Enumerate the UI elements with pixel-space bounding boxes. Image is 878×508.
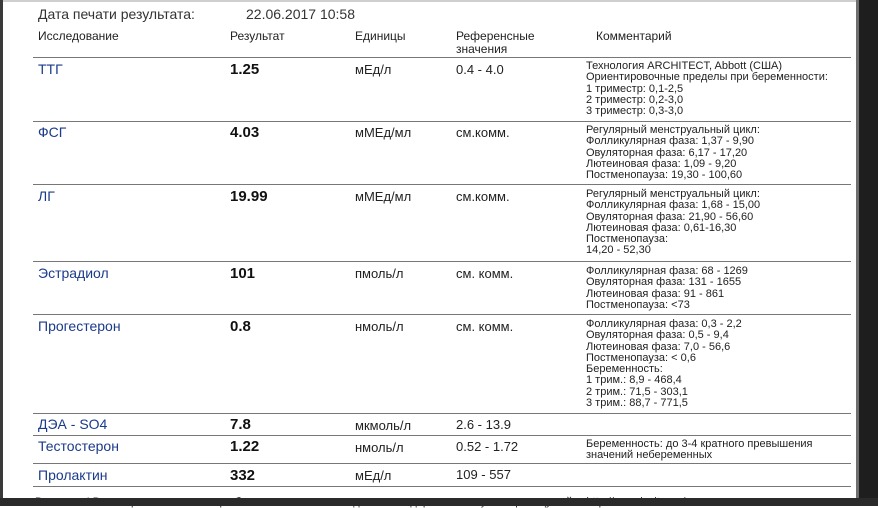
row-divider <box>33 261 851 262</box>
window-top-edge <box>0 0 878 2</box>
header-reference-line2: значения <box>456 42 508 56</box>
test-name-link[interactable]: ФСГ <box>38 124 67 140</box>
comment-block <box>586 319 742 409</box>
comment-line: 1 триместр: 0,1-2,5 <box>586 82 684 95</box>
test-name-link[interactable]: Эстрадиол <box>38 265 109 281</box>
comment-line: Овуляторная фаза: 6,17 - 17,20 <box>586 146 748 159</box>
print-date-label: Дата печати результата: <box>38 6 195 22</box>
comment-line: Ориентировочные пределы при беременности: <box>586 71 828 84</box>
row-divider <box>33 121 851 122</box>
units-value: мкмоль/л <box>355 418 412 433</box>
comment-line: Постменопауза: < 0,6 <box>586 351 696 364</box>
row-divider <box>33 57 851 58</box>
test-name-link[interactable]: ТТГ <box>38 61 63 77</box>
comment-line: 3 триместр: 0,3-3,0 <box>586 105 684 118</box>
reference-value: 0.4 - 4.0 <box>456 62 504 77</box>
result-value: 101 <box>230 265 256 282</box>
row-divider <box>33 435 851 436</box>
units-value: мЕд/л <box>355 468 392 483</box>
header-comment: Комментарий <box>596 29 672 43</box>
result-value: 1.25 <box>230 61 260 78</box>
header-reference-line1: Референсные <box>456 29 535 43</box>
result-value: 7.8 <box>230 416 251 433</box>
test-name-link[interactable]: Прогестерон <box>38 318 121 334</box>
window-left-edge <box>0 0 3 506</box>
comment-line: Технология ARCHITECT, Abbott (США) <box>586 60 783 72</box>
units-value: нмоль/л <box>355 319 404 334</box>
reference-value: 2.6 - 13.9 <box>456 417 511 432</box>
comment-line: 1 трим.: 8,9 - 468,4 <box>586 374 682 387</box>
header-result: Результат <box>230 29 285 43</box>
result-value: 19.99 <box>230 188 268 205</box>
result-value: 332 <box>230 467 256 484</box>
comment-line: Фолликулярная фаза: 0,3 - 2,2 <box>586 318 742 330</box>
reference-value: 0.52 - 1.72 <box>456 439 519 454</box>
comment-block <box>586 61 828 117</box>
comment-line: 14,20 - 52,30 <box>586 244 651 257</box>
comment-line: Беременность: до 3-4 кратного превышения <box>586 438 813 450</box>
comment-line: 2 триместр: 0,2-3,0 <box>586 93 684 106</box>
row-divider <box>33 413 851 414</box>
result-value: 1.22 <box>230 438 260 455</box>
comment-block <box>586 439 813 462</box>
row-divider <box>33 314 851 315</box>
comment-line: Фолликулярная фаза: 68 - 1269 <box>586 265 748 277</box>
header-units: Единицы <box>355 29 406 43</box>
units-value: пмоль/л <box>355 266 404 281</box>
reference-value: 109 - 557 <box>456 467 511 482</box>
comment-line: Лютеиновая фаза: 91 - 861 <box>586 287 725 300</box>
comment-line: Беременность: <box>586 363 663 376</box>
comment-line: 3 трим.: 88,7 - 771,5 <box>586 397 688 410</box>
print-date-value: 22.06.2017 10:58 <box>246 6 355 22</box>
comment-line: Регулярный менструальный цикл: <box>586 188 760 200</box>
units-value: мМЕд/мл <box>355 189 412 204</box>
row-divider <box>33 486 851 487</box>
comment-line: Фолликулярная фаза: 1,68 - 15,00 <box>586 199 761 212</box>
comment-line: 2 трим.: 71,5 - 303,1 <box>586 385 688 398</box>
comment-block <box>586 266 748 311</box>
comment-line: Лютеиновая фаза: 7,0 - 56,6 <box>586 340 731 353</box>
result-value: 4.03 <box>230 124 260 141</box>
comment-line: Фолликулярная фаза: 1,37 - 9,90 <box>586 135 755 148</box>
comment-line: Постменопауза: 19,30 - 100,60 <box>586 169 743 182</box>
window-bottom-edge <box>0 498 878 506</box>
test-name-link[interactable]: ДЭА - SO4 <box>38 416 108 432</box>
comment-line: Овуляторная фаза: 21,90 - 56,60 <box>586 210 754 223</box>
result-value: 0.8 <box>230 318 251 335</box>
window-right-edge <box>856 0 878 506</box>
comment-block <box>586 189 760 257</box>
reference-value: см. комм. <box>456 319 514 334</box>
comment-line: Постменопауза: <box>586 233 669 246</box>
row-divider <box>33 463 851 464</box>
reference-value: см.комм. <box>456 189 510 204</box>
comment-line: значений небеременных <box>586 449 713 462</box>
header-reference <box>456 30 535 56</box>
row-divider <box>33 184 851 185</box>
print-date <box>38 6 355 22</box>
units-value: мЕд/л <box>355 62 392 77</box>
reference-value: см. комм. <box>456 266 514 281</box>
comment-block <box>586 125 760 181</box>
units-value: мМЕд/мл <box>355 125 412 140</box>
units-value: нмоль/л <box>355 440 404 455</box>
comment-line: Овуляторная фаза: 0,5 - 9,4 <box>586 329 729 342</box>
comment-line: Овуляторная фаза: 131 - 1655 <box>586 276 742 289</box>
header-test: Исследование <box>38 29 119 43</box>
test-name-link[interactable]: ЛГ <box>38 188 55 204</box>
comment-line: Регулярный менструальный цикл: <box>586 124 760 136</box>
reference-value: см.комм. <box>456 125 510 140</box>
comment-line: Лютеиновая фаза: 1,09 - 9,20 <box>586 157 737 170</box>
test-name-link[interactable]: Тестостерон <box>38 438 119 454</box>
comment-line: Постменопауза: <73 <box>586 298 690 311</box>
test-name-link[interactable]: Пролактин <box>38 467 108 483</box>
comment-line: Лютеиновая фаза: 0,61-16,30 <box>586 221 737 234</box>
